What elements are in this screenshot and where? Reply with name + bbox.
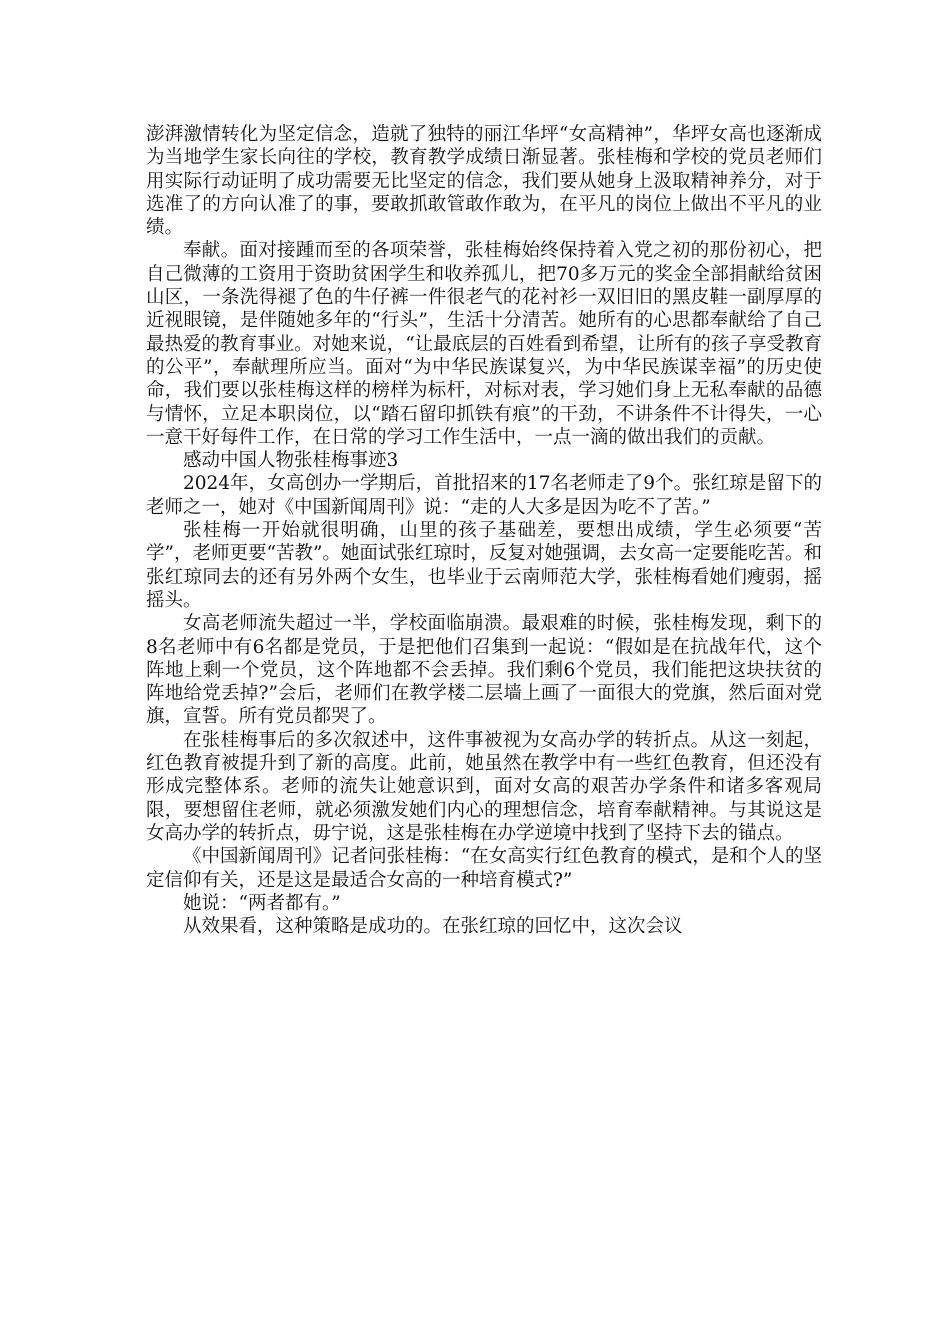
document-page — [146, 123, 822, 938]
paragraph-9: 从效果看，这种策略是成功的。在张红琼的回忆中，这次会议 — [183, 916, 683, 938]
paragraph-3: 2024年，女高创办一学期后，首批招来的17名老师走了9个。张红琼是留下的老师之一，她对《中国新闻周刊》说：“走的人大多是因为吃不了苦。” — [146, 473, 822, 518]
paragraph-5: 女高老师流失超过一半，学校面临崩溃。最艰难的时候，张桂梅发现，剩下的8名老师中有6名都是党员，于是把他们召集到一起说：“假如是在抗战年代，这个阵地上剩一个党员，这个阵地都不会丢掉。我们剩6个党员，我们能把这块扶贫的阵地给党丢掉?”会后，老师们在教学楼二层墙上画了一面很大的党旗，然后面对党旗，宣誓。所有党员都哭了。 — [146, 613, 822, 728]
paragraph-1: 澎湃激情转化为坚定信念，造就了独特的丽江华坪“女高精神”，华坪女高也逐渐成为当地学生家长向往的学校，教育教学成绩日渐显著。张桂梅和学校的党员老师们用实际行动证明了成功需要无比坚定的信念，我们要从她身上汲取精神养分，对于选准了的方向认准了的事，要敢抓敢管敢作敢为，在平凡的岗位上做出不平凡的业绩。 — [146, 124, 822, 239]
paragraph-4: 张桂梅一开始就很明确，山里的孩子基础差，要想出成绩，学生必须要“苦学”，老师更要“苦教”。她面试张红琼时，反复对她强调，去女高一定要能吃苦。和张红琼同去的还有另外两个女生，也毕业于云南师范大学，张桂梅看她们瘦弱，摇摇头。 — [146, 520, 822, 611]
paragraph-2: 奉献。面对接踵而至的各项荣誉，张桂梅始终保持着入党之初的那份初心，把自己微薄的工资用于资助贫困学生和收养孤儿，把70多万元的奖金全部捐献给贫困山区，一条洗得褪了色的牛仔裤一件很老气的花衬衫一双旧旧的黑皮鞋一副厚厚的近视眼镜，是伴随她多年的“行头”，生活十分清苦。她所有的心思都奉献给了自己最热爱的教育事业。对她来说，“让最底层的百姓看到希望，让所有的孩子享受教育的公平”，奉献理所应当。面对“为中华民族谋复兴，为中华民族谋幸福”的历史使命，我们要以张桂梅这样的榜样为标杆，对标对表，学习她们身上无私奉献的品德与情怀，立足本职岗位，以“踏石留印抓铁有痕”的干劲，不讲条件不计得失，一心一意干好每件工作，在日常的学习工作生活中，一点一滴的做出我们的贡献。 — [146, 240, 822, 448]
section-heading: 感动中国人物张桂梅事迹3 — [183, 450, 399, 472]
paragraph-6: 在张桂梅事后的多次叙述中，这件事被视为女高办学的转折点。从这一刻起，红色教育被提升到了新的高度。此前，她虽然在教学中有一些红色教育，但还没有形成完整体系。老师的流失让她意识到，面对女高的艰苦办学条件和诸多客观局限，要想留住老师，就必须激发她们内心的理想信念，培育奉献精神。与其说这是女高办学的转折点，毋宁说，这是张桂梅在办学逆境中找到了坚持下去的锚点。 — [146, 729, 822, 844]
paragraph-8: 她说：“两者都有。” — [183, 892, 341, 914]
paragraph-7: 《中国新闻周刊》记者问张桂梅：“在女高实行红色教育的模式，是和个人的坚定信仰有关，还是这是最适合女高的一种培育模式?” — [146, 846, 822, 891]
